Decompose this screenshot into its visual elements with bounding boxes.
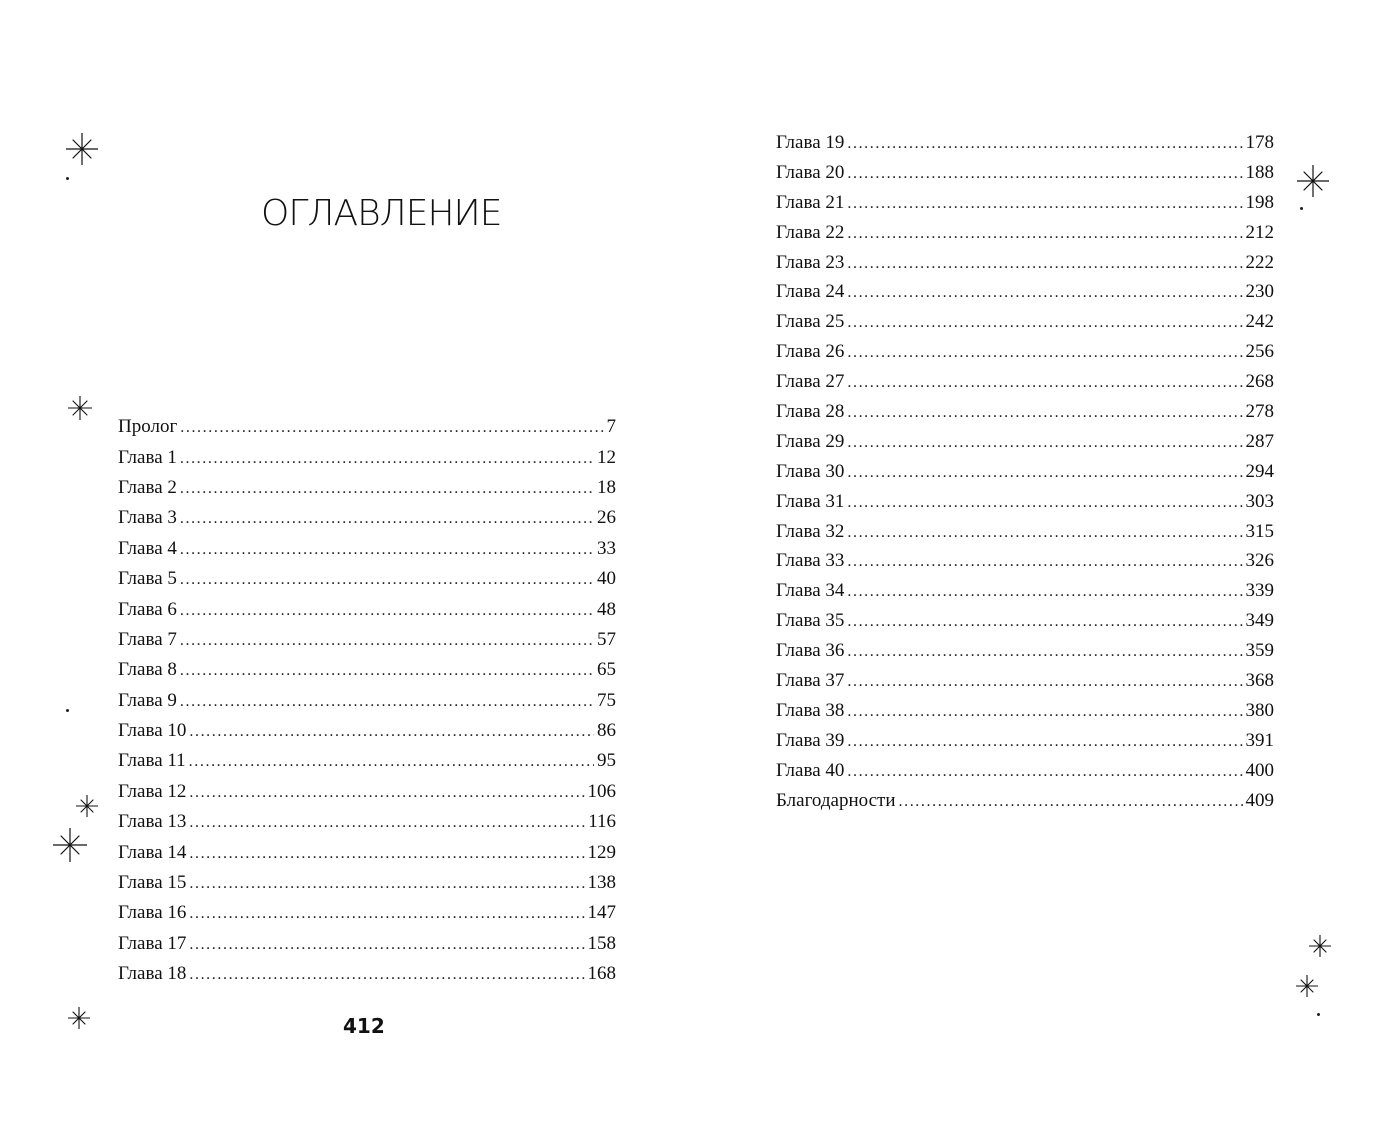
toc-entry-label: Глава 39: [776, 729, 845, 751]
toc-entry-page-number: 12: [597, 446, 616, 468]
toc-dot-leader: [847, 615, 1242, 631]
toc-dot-leader: [847, 466, 1242, 482]
toc-entry: [118, 716, 616, 746]
toc-entry-page-number: 48: [597, 598, 616, 620]
toc-entry-label: Глава 18: [118, 963, 187, 985]
toc-entry: [776, 756, 1274, 786]
toc-dot-leader: [847, 645, 1242, 661]
toc-dot-leader: [180, 452, 594, 468]
toc-entry-page-number: 222: [1245, 251, 1274, 273]
toc-entry: [118, 898, 616, 928]
toc-dot-leader: [180, 634, 594, 650]
toc-entry: [118, 594, 616, 624]
toc-entry-page-number: 287: [1245, 430, 1274, 452]
toc-entry-page-number: 230: [1245, 281, 1274, 303]
toc-entry: [776, 337, 1274, 367]
toc-entry-page-number: 303: [1245, 490, 1274, 512]
toc-entry: [776, 218, 1274, 248]
toc-entry: [118, 807, 616, 837]
toc-entry: [118, 625, 616, 655]
toc-entry-page-number: 409: [1245, 789, 1274, 811]
toc-entry-page-number: 158: [587, 932, 616, 954]
toc-entry: [776, 696, 1274, 726]
sparkle-star-icon: [1309, 935, 1331, 957]
toc-entry-label: Благодарности: [776, 789, 896, 811]
toc-entry-label: Глава 14: [118, 841, 187, 863]
toc-dot-leader: [180, 543, 594, 559]
toc-dot-leader: [847, 496, 1242, 512]
toc-entry-label: Глава 30: [776, 460, 845, 482]
sparkle-star-icon: [53, 828, 87, 862]
toc-entry: [776, 517, 1274, 547]
toc-entry: [118, 655, 616, 685]
toc-dot-leader: [189, 725, 594, 741]
toc-entry-page-number: 400: [1245, 759, 1274, 781]
page-number: 412: [343, 1014, 385, 1038]
toc-dot-leader: [899, 795, 1243, 811]
toc-dot-leader: [847, 436, 1242, 452]
toc-dot-leader: [180, 421, 603, 437]
toc-entry-page-number: 315: [1245, 520, 1274, 542]
toc-entry-page-number: 256: [1245, 341, 1274, 363]
toc-entry: [776, 457, 1274, 487]
toc-entry-label: Глава 5: [118, 568, 177, 590]
toc-entry-page-number: 7: [606, 416, 616, 438]
toc-entry-label: Глава 34: [776, 580, 845, 602]
toc-entry: [776, 576, 1274, 606]
toc-entry-label: Глава 4: [118, 537, 177, 559]
toc-entry: [776, 158, 1274, 188]
toc-entry-page-number: 168: [587, 963, 616, 985]
toc-dot-leader: [189, 847, 584, 863]
toc-entry-label: Глава 35: [776, 610, 845, 632]
toc-entry-page-number: 95: [597, 750, 616, 772]
toc-entry-label: Глава 20: [776, 161, 845, 183]
toc-entry-label: Глава 6: [118, 598, 177, 620]
toc-entry-label: Глава 19: [776, 131, 845, 153]
toc-entry: [776, 367, 1274, 397]
toc-entry-label: Глава 22: [776, 221, 845, 243]
toc-entry-label: Пролог: [118, 416, 178, 438]
toc-entry: [776, 726, 1274, 756]
toc-entry-page-number: 278: [1245, 400, 1274, 422]
toc-entry: [118, 564, 616, 594]
toc-dot-leader: [847, 286, 1242, 302]
toc-entry-label: Глава 12: [118, 780, 187, 802]
toc-dot-leader: [189, 755, 594, 771]
toc-dot-leader: [847, 735, 1242, 751]
toc-entry: [776, 307, 1274, 337]
toc-entry-page-number: 33: [597, 537, 616, 559]
toc-entry-label: Глава 24: [776, 281, 845, 303]
toc-dot-leader: [847, 167, 1242, 183]
toc-entry: [118, 837, 616, 867]
toc-dot-leader: [847, 765, 1242, 781]
toc-entry: [776, 277, 1274, 307]
toc-entry: [118, 746, 616, 776]
toc-entry: [118, 534, 616, 564]
toc-entry-label: Глава 32: [776, 520, 845, 542]
toc-entry-page-number: 339: [1245, 580, 1274, 602]
toc-entry-label: Глава 38: [776, 699, 845, 721]
toc-dot-leader: [847, 406, 1242, 422]
toc-entry: [118, 929, 616, 959]
sparkle-star-icon: [68, 396, 92, 420]
toc-entry: [776, 427, 1274, 457]
toc-dot-leader: [180, 604, 594, 620]
toc-entry-page-number: 326: [1245, 550, 1274, 572]
toc-entry-page-number: 380: [1245, 699, 1274, 721]
toc-entry: [118, 686, 616, 716]
toc-entry-page-number: 106: [587, 780, 616, 802]
toc-entry-page-number: 65: [597, 659, 616, 681]
page-title: ОГЛАВЛЕНИЕ: [261, 193, 502, 234]
toc-entry-page-number: 268: [1245, 371, 1274, 393]
toc-dot-leader: [180, 512, 594, 528]
toc-entry: [776, 188, 1274, 218]
toc-dot-leader: [847, 705, 1242, 721]
toc-entry-label: Глава 10: [118, 720, 187, 742]
toc-dot-leader: [180, 695, 594, 711]
toc-dot-leader: [189, 877, 584, 893]
toc-entry-label: Глава 7: [118, 628, 177, 650]
toc-entry-page-number: 116: [588, 811, 616, 833]
decorative-dot: [66, 709, 69, 712]
toc-dot-leader: [189, 907, 584, 923]
toc-entry-label: Глава 23: [776, 251, 845, 273]
toc-entry: [776, 248, 1274, 278]
toc-entry-label: Глава 31: [776, 490, 845, 512]
toc-entry-page-number: 86: [597, 720, 616, 742]
toc-entry-page-number: 75: [597, 689, 616, 711]
sparkle-star-icon: [66, 133, 98, 165]
toc-dot-leader: [189, 938, 584, 954]
toc-entry-label: Глава 40: [776, 759, 845, 781]
toc-entry-label: Глава 29: [776, 430, 845, 452]
toc-entry: [118, 868, 616, 898]
toc-dot-leader: [847, 257, 1242, 273]
toc-entry-label: Глава 37: [776, 669, 845, 691]
toc-entry-label: Глава 36: [776, 640, 845, 662]
toc-entry-label: Глава 21: [776, 191, 845, 213]
toc-entry: [776, 786, 1274, 816]
decorative-dot: [1300, 207, 1303, 210]
toc-entry-page-number: 294: [1245, 460, 1274, 482]
toc-entry: [118, 412, 616, 442]
toc-dot-leader: [180, 664, 594, 680]
toc-entry-label: Глава 33: [776, 550, 845, 572]
toc-list-left: [118, 412, 616, 989]
sparkle-star-icon: [76, 795, 98, 817]
toc-dot-leader: [847, 227, 1242, 243]
toc-entry: [776, 487, 1274, 517]
toc-dot-leader: [847, 316, 1242, 332]
decorative-dot: [1317, 1013, 1320, 1016]
toc-entry: [118, 473, 616, 503]
toc-dot-leader: [180, 573, 594, 589]
toc-entry-page-number: 391: [1245, 729, 1274, 751]
toc-entry: [776, 397, 1274, 427]
toc-dot-leader: [847, 526, 1242, 542]
toc-entry-label: Глава 11: [118, 750, 186, 772]
toc-entry-label: Глава 8: [118, 659, 177, 681]
toc-dot-leader: [847, 555, 1242, 571]
decorative-dot: [66, 177, 69, 180]
toc-entry: [776, 606, 1274, 636]
toc-entry-label: Глава 26: [776, 341, 845, 363]
toc-entry-label: Глава 17: [118, 932, 187, 954]
toc-entry: [776, 546, 1274, 576]
sparkle-star-icon: [68, 1007, 90, 1029]
toc-entry: [118, 959, 616, 989]
toc-entry-label: Глава 28: [776, 400, 845, 422]
toc-entry: [118, 777, 616, 807]
toc-entry-label: Глава 1: [118, 446, 177, 468]
sparkle-star-icon: [1296, 975, 1318, 997]
toc-entry-label: Глава 2: [118, 476, 177, 498]
toc-dot-leader: [189, 816, 585, 832]
toc-dot-leader: [847, 197, 1242, 213]
toc-entry-label: Глава 16: [118, 902, 187, 924]
toc-entry-page-number: 188: [1245, 161, 1274, 183]
toc-entry-page-number: 147: [587, 902, 616, 924]
toc-entry: [118, 503, 616, 533]
toc-entry-page-number: 198: [1245, 191, 1274, 213]
toc-entry: [776, 128, 1274, 158]
toc-entry-label: Глава 9: [118, 689, 177, 711]
toc-dot-leader: [180, 482, 594, 498]
toc-entry-page-number: 242: [1245, 311, 1274, 333]
toc-dot-leader: [847, 346, 1242, 362]
toc-entry-page-number: 178: [1245, 131, 1274, 153]
toc-entry-page-number: 57: [597, 628, 616, 650]
toc-entry-label: Глава 13: [118, 811, 187, 833]
toc-entry-page-number: 368: [1245, 669, 1274, 691]
toc-entry-page-number: 18: [597, 476, 616, 498]
sparkle-star-icon: [1297, 165, 1329, 197]
toc-entry-label: Глава 3: [118, 507, 177, 529]
toc-entry: [776, 636, 1274, 666]
toc-entry-page-number: 26: [597, 507, 616, 529]
toc-entry-page-number: 359: [1245, 640, 1274, 662]
toc-entry-label: Глава 15: [118, 872, 187, 894]
toc-dot-leader: [189, 786, 584, 802]
toc-entry: [776, 666, 1274, 696]
toc-entry-page-number: 138: [587, 872, 616, 894]
toc-dot-leader: [189, 968, 584, 984]
toc-dot-leader: [847, 675, 1242, 691]
toc-entry-page-number: 40: [597, 568, 616, 590]
toc-dot-leader: [847, 585, 1242, 601]
toc-entry: [118, 442, 616, 472]
toc-entry-label: Глава 25: [776, 311, 845, 333]
toc-entry-page-number: 349: [1245, 610, 1274, 632]
toc-dot-leader: [847, 376, 1242, 392]
toc-entry-label: Глава 27: [776, 371, 845, 393]
toc-entry-page-number: 129: [587, 841, 616, 863]
toc-entry-page-number: 212: [1245, 221, 1274, 243]
toc-list-right: [776, 128, 1274, 815]
toc-dot-leader: [847, 137, 1242, 153]
